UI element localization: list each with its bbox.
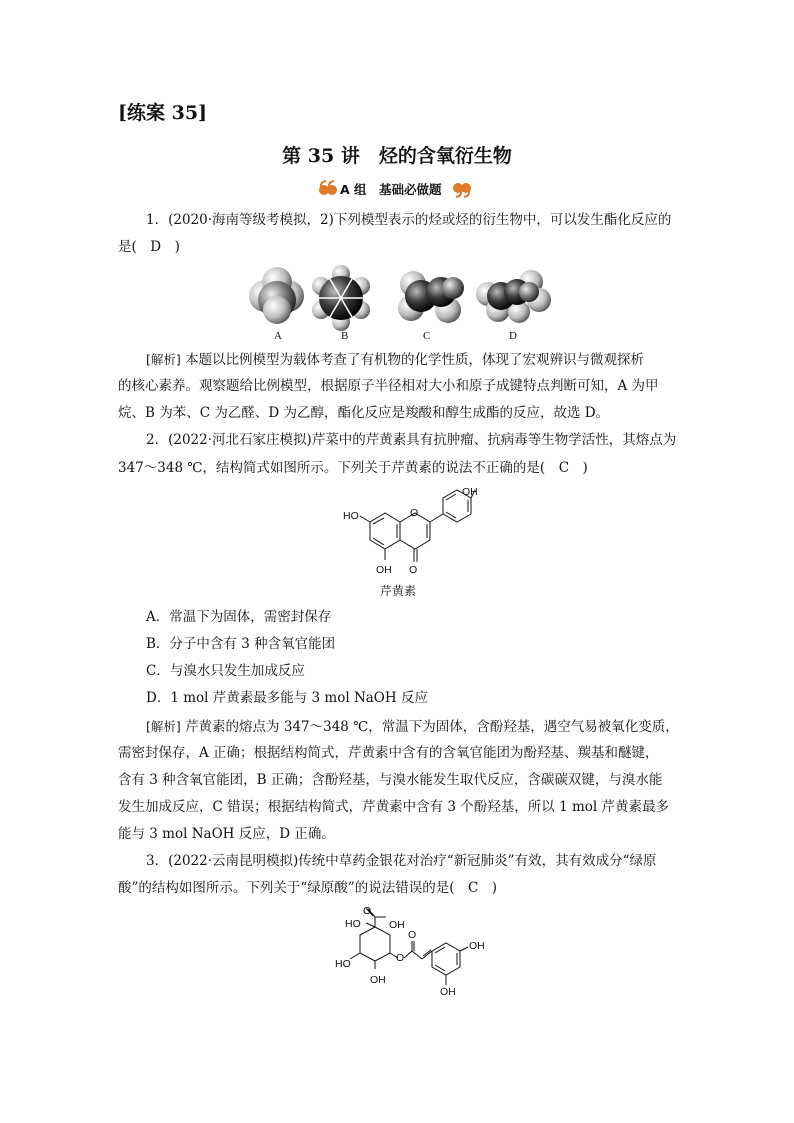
chlorogenic-oh-r2: OH [440, 986, 456, 998]
apigenin-structure [340, 488, 500, 580]
apigenin-oh-bottom: OH [376, 564, 392, 576]
analysis-tag: [解析] [146, 719, 181, 734]
chlorogenic-ho-left: HO [335, 958, 351, 970]
q2-analysis-line4: 发生加成反应，C 错误；根据结构简式，芹黄素中含有 3 个酚羟基，所以 1 mol 芹黄素最多 [118, 799, 670, 815]
q1-analysis-line2: 的核心素养。观察题给比例模型，根据原子半径相对大小和原子成键特点判断可知，A 为甲 [118, 378, 659, 394]
q2-analysis-line2: 需密封保存，A 正确；根据结构简式，芹黄素中含有的含氧官能团为酚羟基、羰基和醚键， [118, 745, 659, 761]
space-filling-models [243, 262, 573, 352]
apigenin-carbonyl-o: O [409, 564, 418, 576]
chlorogenic-ho-mid: HO [345, 918, 361, 930]
apigenin-caption: 芹黄素 [380, 584, 417, 598]
q2-option-a: A．常温下为固体，需密封保存 [146, 609, 332, 625]
analysis-tag: [解析] [146, 352, 181, 367]
chlorogenic-oh-acid: OH [389, 919, 405, 931]
section-label: A 组 基础必做题 [340, 182, 442, 197]
q2-analysis-line3: 含有 3 种含氧官能团，B 正确；含酚羟基，与溴水能发生取代反应，含碳碳双键，与溴水能 [118, 772, 663, 788]
apigenin-ho-left: HO [343, 510, 359, 522]
chlorogenic-oh-r1: OH [469, 940, 485, 952]
chlorogenic-o-top: O [363, 905, 372, 917]
page-title: 第 35 讲 烃的含氧衍生物 [282, 145, 512, 167]
model-c-acetaldehyde [398, 271, 464, 323]
q3-stem-line2: 酸”的结构如图所示。下列关于“绿原酸”的说法错误的是( C ) [118, 880, 498, 896]
q2-option-c: C．与溴水只发生加成反应 [146, 663, 305, 679]
q1-analysis-line3: 烷、B 为苯、C 为乙醛、D 为乙醇，酯化反应是羧酸和醇生成酯的反应，故选 D。 [118, 405, 610, 421]
q2-option-b: B．分子中含有 3 种含氧官能团 [146, 636, 336, 652]
apigenin-ring-o: O [410, 507, 419, 519]
model-label-d: D [509, 330, 517, 342]
model-label-c: C [423, 330, 431, 342]
q1-stem-line1: 1．(2020·海南等级考模拟，2)下列模型表示的烃或烃的衍生物中，可以发生酯化反应的 [146, 212, 672, 228]
quote-close-icon [452, 180, 472, 198]
model-d-ethanol [476, 270, 551, 323]
q2-analysis-line1: [解析] 芹黄素的熔点为 347～348 ℃，常温下为固体，含酚羟基，遇空气易被氧化变质， [146, 719, 679, 735]
quote-open-icon [318, 180, 338, 198]
model-a-methane [249, 267, 304, 324]
practice-tag: [练案 35] [118, 102, 208, 124]
chlorogenic-o-carbonyl: O [408, 929, 417, 941]
model-label-a: A [274, 330, 282, 342]
model-label-b: B [341, 330, 349, 342]
q2-stem-line2: 347～348 ℃，结构简式如图所示。下列关于芹黄素的说法不正确的是( C ) [118, 460, 588, 476]
chlorogenic-oh-bottom: OH [370, 974, 386, 986]
q2-option-d: D．1 mol 芹黄素最多能与 3 mol NaOH 反应 [146, 690, 428, 706]
q2-stem-line1: 2．(2022·河北石家庄模拟)芹菜中的芹黄素具有抗肿瘤、抗病毒等生物学活性，其熔点为 [146, 432, 677, 448]
q1-stem-line2: 是( D ) [118, 239, 180, 255]
q2-analysis-line5: 能与 3 mol NaOH 反应，D 正确。 [118, 826, 335, 842]
model-b-benzene [312, 265, 370, 331]
q3-stem-line1: 3．(2022·云南昆明模拟)传统中草药金银花对治疗“新冠肺炎”有效，其有效成分“绿原 [146, 853, 657, 869]
apigenin-oh-top: OH [462, 486, 478, 498]
chlorogenic-o-ester: O [396, 952, 405, 964]
q1-analysis-line1: [解析] 本题以比例模型为载体考查了有机物的化学性质，体现了宏观辨识与微观探析 [146, 352, 645, 368]
section-header [318, 179, 478, 199]
